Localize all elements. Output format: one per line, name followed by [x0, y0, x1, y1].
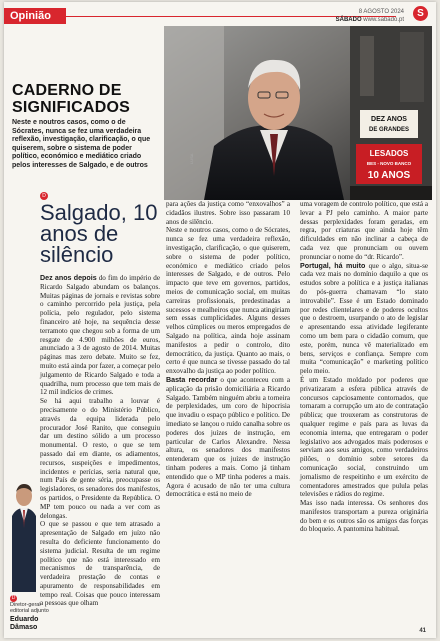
- author-photo: [10, 482, 38, 592]
- protest-sign-line3: LESADOS: [369, 149, 409, 158]
- author-role: Diretor-geral editorial adjunto: [10, 602, 49, 615]
- paragraph: [300, 499, 428, 534]
- paragraph-text: É um Estado moldado por poderes que privatizaram a esfera pública através de concursos capciosamente contornados, que tornaram a corrupção um ato de contratação pública; que trouxeram as construtoras de qualquer regime e país para as luvas da economia interna, que entregaram o poder legislativo aos advogados mais poderosos e serviam aos seus amigos, como verdadeiros pilões, o domínio sobre setores da comunicação social, construindo um jornalismo de respeitinho e um exército de comentadores amestrados que pulula pelas televisões e rádios do regime.: [300, 375, 428, 499]
- protest-sign-line1: DEZ ANOS: [371, 116, 407, 123]
- paragraph-text: o que aconteceu com a aplicação da prisão domiciliária a Ricardo Salgado. Também ninguém abriu a torneira de perplexidades, um coro de hipocrisia que invadiu o espaço público e político. De imediato se lançou o ruído canalha sobre os poderes dos juízes de instrução, em particular de Carlos Alexandre. Nessa altura, os senadores dos manifestos entenderam que os juízes de instrução tinham poderes a mais. Como já tinham entendido que o MP tinha poderes a mais. Agora é acusado de não ter uma cultura democrática e está no meio de: [166, 375, 291, 499]
- article-column-3: [300, 200, 428, 534]
- paragraph-lead: Portugal, há muito: [300, 261, 366, 270]
- paragraph: [40, 520, 160, 608]
- column-kicker: CADERNO DE SIGNIFICADOS: [12, 82, 130, 116]
- paragraph: [166, 226, 290, 376]
- publication-website: www.sabado.pt: [363, 17, 404, 23]
- article-column-1: [40, 274, 160, 608]
- paragraph: [300, 376, 428, 499]
- protest-sign-line2: DE GRANDES: [368, 127, 410, 133]
- issue-date: [336, 8, 404, 24]
- paragraph: [166, 376, 290, 499]
- protest-sign-line4: BES - NOVO BANCO: [366, 161, 412, 166]
- article-column-2: [166, 200, 290, 499]
- article-photo: [164, 26, 432, 200]
- paragraph-text: Neste e noutros casos, como o de Sócrates, nunca se fez uma verdadeira reflexão, investigação, clarificação, o que quiserem, sobre o sistema de poder político, económico e mediático criado pelos interesses de Salgado, e de outros. Pelo impacto que teve em governos, partidos, meios de comunicação social, em muitas carreiras profissionais, predestinadas a sucessos e mealheiros que nunca atingiriam sem essas cumplicidades. Alguns desses velhos cúmplices ou meros empregados de Salgado na política, ainda hoje assinam manifestos a pedir o controlo, dito democrático, da justiça. Quanto ao mais, o certo é que nunca se tivesse passado do tal enxovalho da justiça ao poder político.: [166, 226, 290, 376]
- paragraph-text: Mas isso nada interessa. Os senhores dos manifestos transportam a pureza originária do bem e os outros são os amigos das forças do bloqueio. A pantomina habitual.: [300, 499, 428, 534]
- paragraph: [40, 274, 160, 397]
- paragraph-text: uma voragem de controlo político, que está a levar a PJ pelo caminho. A maior parte dessas perplexidades foram geradas, em regra, por criaturas que ainda hoje têm dificuldades em não inclinar a cabeça de cada vez que pronunciam ou ouvem pronunciar o nome do “dr. Ricardo”.: [300, 200, 428, 261]
- section-label: Opinião: [4, 8, 66, 24]
- paragraph: [40, 397, 160, 520]
- author-marker: D: [11, 595, 16, 601]
- issue-date-text: 8 AGOSTO 2024: [358, 9, 404, 15]
- paragraph-lead: Basta recordar: [166, 375, 218, 384]
- article-headline: Salgado, 10 anos de silêncio: [40, 200, 158, 267]
- paragraph-lead: Dez anos depois: [40, 274, 97, 282]
- publication-name: SÁBADO: [335, 17, 362, 23]
- paragraph: [300, 200, 428, 262]
- paragraph-text: Se há aqui trabalho a louvar é precisamente o do Ministério Público, através da equipa liderada pelo procurador José Ranito, que conseguiu dar um destino sólido a um processo monumental. O resto, o que se tem passado daí em diante, os adiamentos, recursos, suspeições e impedimentos, incidentes e perícias, seria natural que, num País de gente séria, preocupasse os legisladores, os senadores dos manifestos, os partidos, o Presidente da República. O MP tem pouco ou nada a ver com as delongas.: [40, 397, 160, 520]
- byline-marker: D: [40, 192, 48, 200]
- magazine-page: [4, 2, 436, 638]
- protest-sign-line5: 10 ANOS: [367, 170, 411, 181]
- paragraph-text: para ações da justiça como “enxovalhos” a cidadãos ilustres. Sobre isso passaram 10 anos de silêncio.: [166, 200, 290, 226]
- standfirst: Neste e noutros casos, como o de Sócrates, nunca se fez uma verdadeira reflexão, investigação, clarificação, o que quiserem, sobre o sistema de poder político, económico e mediático criado pelos interesses de Salgado, e de outros: [12, 119, 151, 169]
- photo-illustration: [164, 26, 432, 200]
- paragraph: [300, 262, 428, 376]
- photo-credit: LUSA: [189, 153, 194, 164]
- author-name: Eduardo Dâmaso: [10, 616, 39, 631]
- paragraph-text: do fim do império de Ricardo Salgado abundam os balanços. Muitas páginas de jornais e revistas sobre o caminho percorrido pela justiça, pela polícia, pelo regulador, pelo sistema financeiro até hoje, na sequência desse terramoto que chegou sob a forma de um resgate de 4.900 milhões de euros, anunciado a 3 de agosto de 2014. Muitas páginas mas zero debate. Muito se fez, muito está ainda por fazer, a começar pelo julgamento de Ricardo Salgado e toda a quadrilha, num processo que tem mais de 12 mil indícios de crimes.: [40, 274, 160, 397]
- page-number: 41: [419, 628, 426, 634]
- paragraph-text: O que se passou e que tem atrasado a apresentação de Salgado em juízo não resulta do deficiente funcionamento do sistema judicial. Resulta de um regime político que não está interessado em mecanismos de transparência, de verdadeira prestação de contas e apuramento de responsabilidades em tempo real. Coisas que pouco interessam a pessoas que olham: [40, 520, 160, 608]
- paragraph: [166, 200, 290, 226]
- paragraph-text: que o algo, situa-se cada vez mais no domínio daquilo a que os estudos sobre a política e a justiça italianas do pós-guerra chamavam “lo stato introvabile”. Esse é um Estado dominado por redes clientelares e de poderes ocultos que o destroem, usurpando o ato de legislar e apresentando essa atividade legiferante como um bem para o cidadão comum, que este, porém, nunca vê materializado em bens, serviços e confiança. Sempre com muita “comunicação” e marketing político pelo meio.: [300, 261, 428, 376]
- brand-logo: S: [413, 6, 428, 21]
